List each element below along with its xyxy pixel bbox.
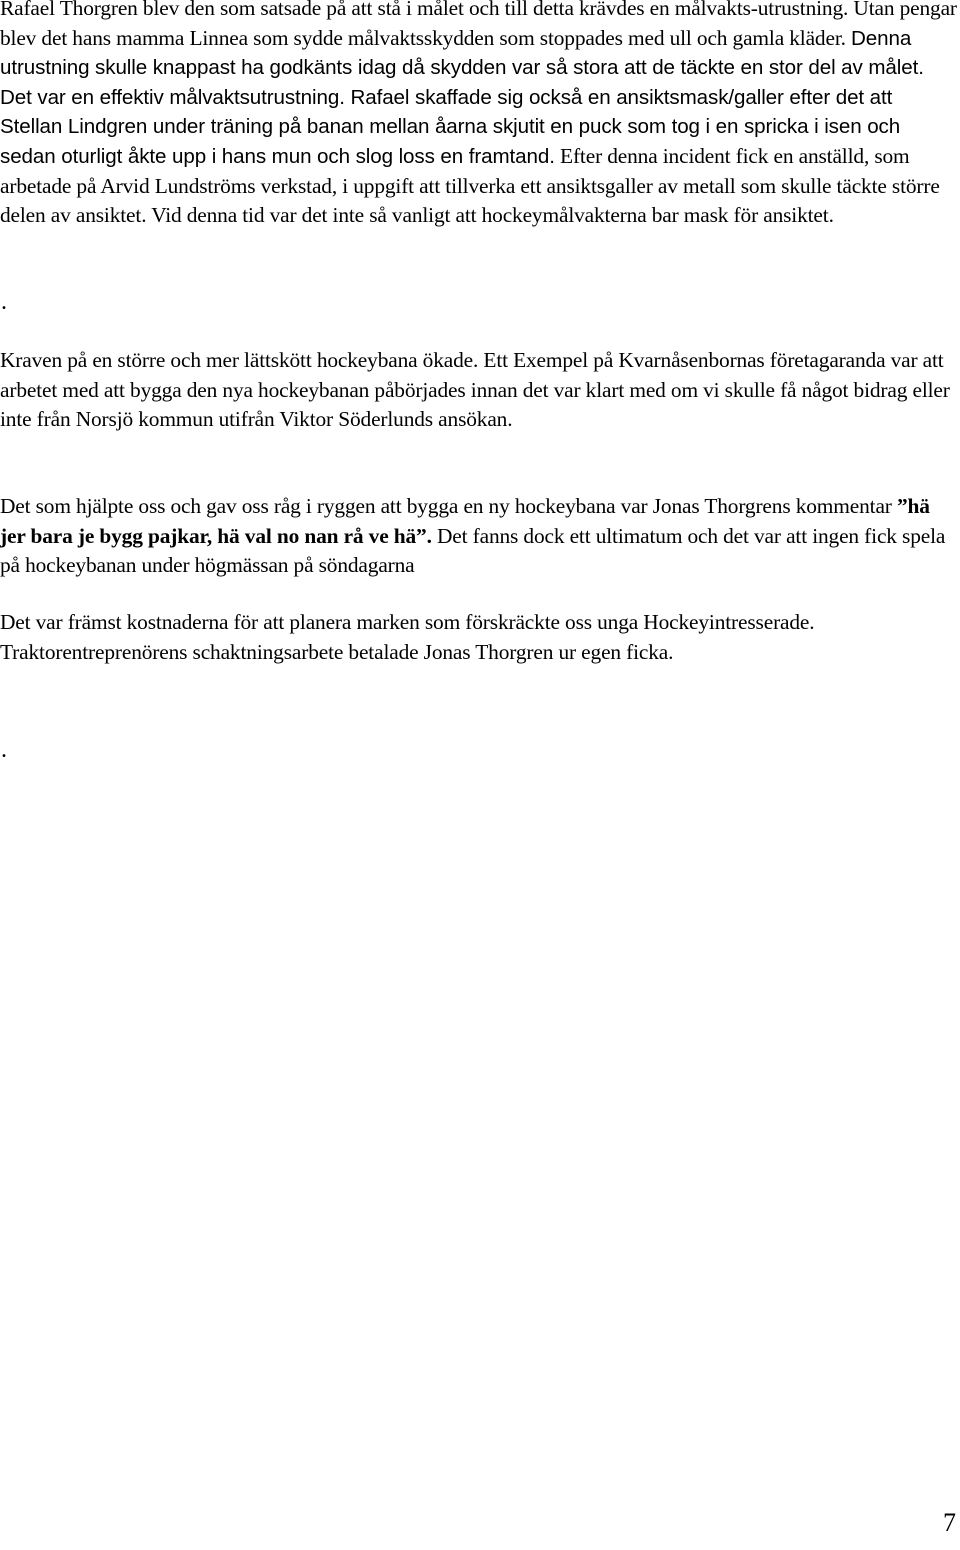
paragraph-1-part-2: Denna utrustning skulle knappast ha godkänts idag då skydden var så stora att de täckte en stor del av målet. Det var en effektiv målvaktsutrustning. Rafael skaffade sig också en ansiktsmask/galler efter det att Stellan Lindgren under träning på banan mellan åarna skjutit en puck som tog i en spricka i isen och sedan oturligt åkte upp i hans mun och slog loss en framtand. — [0, 26, 924, 168]
separator-dot-2: . — [1, 737, 7, 763]
paragraph-new-hockey-rink: Kraven på en större och mer lättskött hockeybana ökade. Ett Exempel på Kvarnåsenbornas företagaranda var att arbetet med att bygga den nya hockeybanan påbörjades innan det var klart med om vi skulle få något bidrag eller inte från Norsjö kommun utifrån Viktor Söderlunds ansökan. — [0, 348, 950, 432]
paragraph-jonas-comment — [0, 492, 958, 581]
paragraph-3-before-quote: Det som hjälpte oss och gav oss råg i ryggen att bygga en ny hockeybana var Jonas Thorgrens kommentar — [0, 494, 892, 518]
paragraph-ground-costs: Det var främst kostnaderna för att planera marken som förskräckte oss unga Hockeyintresserade. Traktorentreprenörens schaktningsarbete betalade Jonas Thorgren ur egen ficka. — [0, 610, 815, 664]
dialect-quote: ”hä jer bara je bygg pajkar, hä val no nan rå ve hä”. — [0, 494, 930, 548]
paragraph-1-part-1: Rafael Thorgren blev den som satsade på att stå i målet och till detta krävdes en målvakts-utrustning. Utan pengar blev det hans mamma Linnea som sydde målvaktsskydden som stoppades med ull och gamla kläder. — [0, 0, 957, 50]
page-number: 7 — [943, 1508, 956, 1537]
paragraph-1-part-3: Efter denna incident fick en anställd, som arbetade på Arvid Lundströms verkstad, i uppgift att tillverka ett ansiktsgaller av metall som skulle täckte större delen av ansiktet. Vid denna tid var det inte så vanligt att hockeymålvakterna bar mask för ansiktet. — [0, 143, 940, 228]
paragraph-goalkeeper-equipment — [0, 0, 958, 231]
separator-dot-1: . — [1, 289, 7, 315]
paragraph-3-after-quote: Det fanns dock ett ultimatum och det var att ingen fick spela på hockeybanan under högmässan på söndagarna — [0, 523, 946, 578]
